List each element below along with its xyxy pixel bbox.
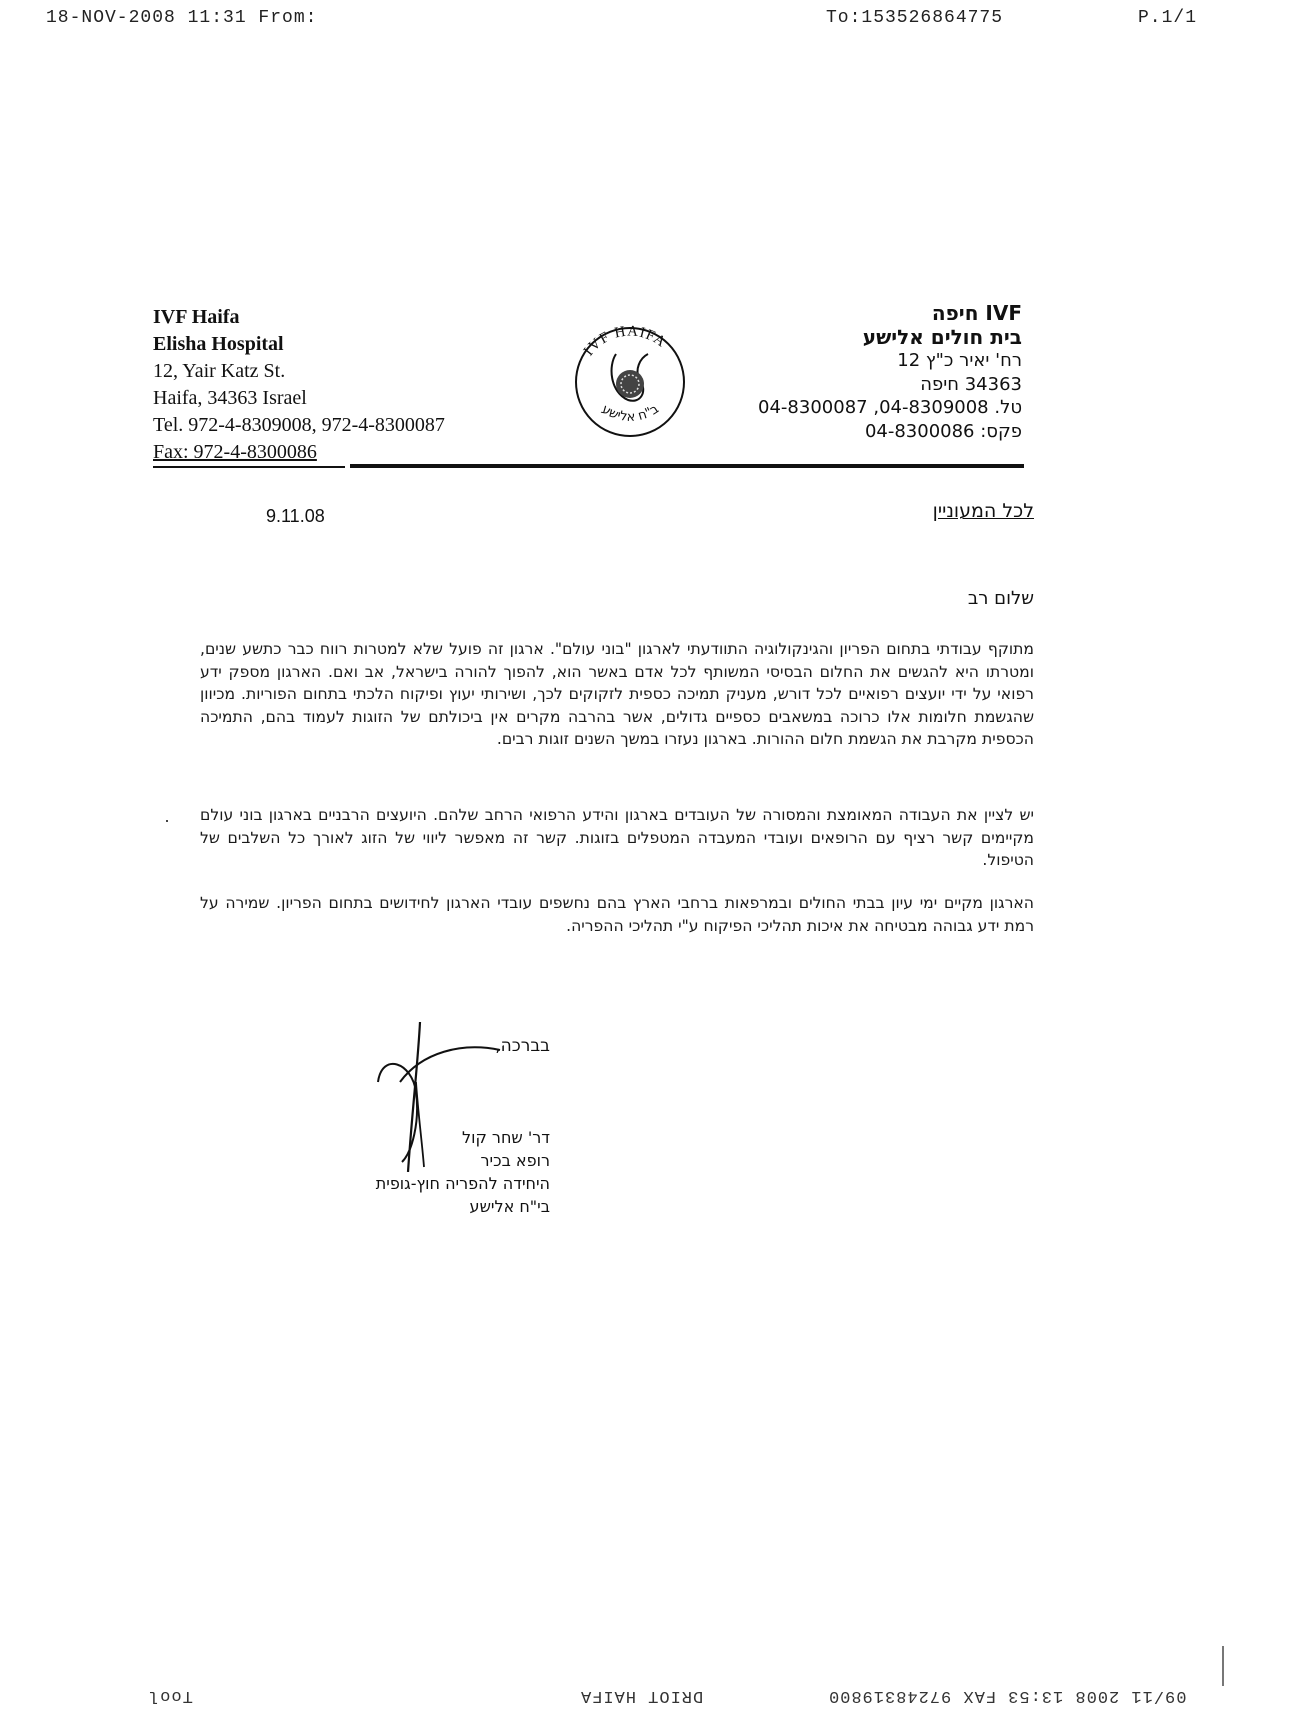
logo-top-text: IVF HAIFA bbox=[580, 323, 670, 360]
bottom-fax-mark-center: DRIOT HAIFA bbox=[580, 1686, 704, 1705]
svg-text:IVF HAIFA bbox=[581, 323, 669, 359]
hospital-name-en: Elisha Hospital bbox=[153, 333, 284, 355]
bottom-fax-mark-right: 09/11 2008 13:53 FAX 97248319800 bbox=[828, 1686, 1187, 1705]
fax-header-to: To:153526864775 bbox=[826, 8, 1004, 28]
bottom-fax-mark-left: Tool bbox=[148, 1686, 193, 1705]
body-paragraph: הארגון מקיים ימי עיון בבתי החולים ובמרפאות ברחבי הארץ בהם נחשפים עובדי הארגון לחידושים בתחום הפריון. שמירה על רמת ידע גבוהה מבטיחה את איכות תהליכי הפיקוח ע"י תהליכי ההפריה. bbox=[200, 894, 1034, 935]
signer-unit: היחידה להפריה חוץ-גופית bbox=[375, 1174, 550, 1193]
ivf-haifa-logo bbox=[570, 296, 690, 446]
tel-en: Tel. 972-4-8309008, 972-4-8300087 bbox=[153, 414, 445, 436]
city-he: 34363 חיפה bbox=[920, 373, 1022, 395]
closing: בברכה, bbox=[495, 1036, 550, 1056]
fax-he: פקס: 04-8300086 bbox=[864, 420, 1022, 442]
signer-name: דר' שחר קול bbox=[462, 1128, 550, 1147]
letterhead-english bbox=[153, 304, 445, 466]
signer-title: רופא בכיר bbox=[480, 1151, 550, 1170]
logo-bottom-text: ב"ח אלישע bbox=[598, 401, 662, 425]
signer-hospital: בי"ח אלישע bbox=[469, 1197, 550, 1216]
clinic-name-he: IVF חיפה bbox=[931, 301, 1022, 325]
scan-speck bbox=[166, 820, 168, 822]
fax-header-datetime: 18-NOV-2008 11:31 From: bbox=[46, 8, 318, 28]
hospital-name-he: בית חולים אלישע bbox=[862, 324, 1022, 349]
header-divider-thick bbox=[350, 464, 1024, 468]
header-divider-thin bbox=[153, 466, 345, 468]
clinic-name-en: IVF Haifa bbox=[153, 306, 240, 328]
body-paragraph: מתוקף עבודתי בתחום הפריון והגינקולוגיה התוודעתי לארגון "בוני עולם". ארגון זה פועל שלא למטרות רווח כבר כתשע שנים, ומטרתו היא להגשים את החלום הבסיסי המשותף לכל אדם באשר הוא, להפוך להורה בישראל, אב ואם. הארגון מספק ידע רפואי על ידי יועצים רפואיים לכל דורש, מעניק תמיכה כספית לזקוקים לכך, ושירותי יעוץ ופיקוח הלכתי בתחום הפוריות. מכיוון שהגשמת חלומות אלו כרוכה במשאבים כספיים גדולים, אשר בהרבה מקרים אין ביכולתם של הזוגות לעמוד בהם, התמיכה הכספית מקרבת את הגשמת חלום ההורות. בארגון נעזרו במשך השנים זוגות רבים. bbox=[200, 640, 1034, 748]
fax-en: Fax: 972-4-8300086 bbox=[153, 441, 317, 463]
body-paragraph: יש לציין את העבודה המאומצת והמסורה של העובדים בארגון והידע הרפואי הרחב שלהם. היועצים הרבניים בארגון בוני עולם מקיימים קשר רציף עם הרופאים ועובדי המעבדה המטפלים בזוגות. קשר זה מאפשר ליווי של הזוג לאורך כל השלבים של הטיפול. bbox=[200, 806, 1034, 869]
street-he: רח' יאיר כ"ץ 12 bbox=[897, 350, 1022, 371]
city-en: Haifa, 34363 Israel bbox=[153, 387, 307, 409]
addressee: לכל המעוניין bbox=[932, 500, 1034, 522]
fax-header-page: P.1/1 bbox=[1138, 8, 1198, 28]
signature-block bbox=[376, 1126, 550, 1218]
svg-text:ב"ח אלישע bbox=[599, 402, 662, 425]
tel-he: טל. 04-8309008, 04-8300087 bbox=[758, 397, 1022, 418]
greeting: שלום רב bbox=[967, 588, 1034, 609]
street-en: 12, Yair Katz St. bbox=[153, 360, 286, 382]
letterhead-hebrew bbox=[758, 302, 1022, 443]
letter-date: 9.11.08 bbox=[266, 506, 325, 526]
scan-speck bbox=[1222, 1646, 1224, 1686]
